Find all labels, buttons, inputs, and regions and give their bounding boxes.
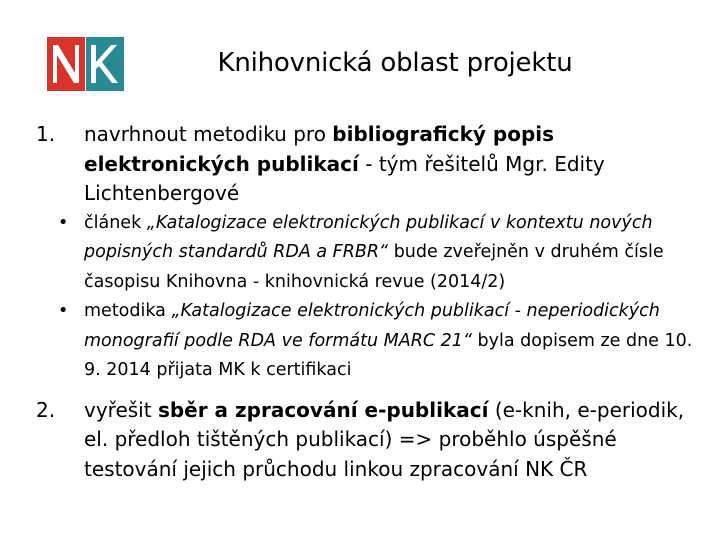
nk-logo — [47, 37, 124, 91]
content — [36, 120, 706, 484]
sub-item-1 — [36, 209, 706, 298]
item-text: (e-knih, e-periodik, el. předloh tištěných publikací) => proběhlo úspěšné testování jejich průchodu linkou zpracování NK ČR — [84, 397, 685, 481]
bullet-icon: • — [58, 301, 69, 321]
page-title: Knihovnická oblast projektu — [217, 48, 573, 78]
sub-item-text: byla dopisem ze dne 10. 9. 2014 přijata MK k certifikaci — [84, 330, 693, 380]
item-text: navrhnout metodiku pro — [84, 122, 333, 146]
sub-item-italic: „Katalogizace elektronických publikací v kontextu nových popisných standardů RDA a FRBR“ — [84, 212, 653, 262]
list-item-1 — [36, 120, 706, 209]
sub-item-text: článek — [84, 212, 147, 233]
sub-item-text: metodika — [84, 301, 172, 321]
list-item-2 — [36, 396, 706, 485]
list-number: 1. — [36, 122, 56, 146]
sub-item-2 — [36, 297, 706, 386]
item-bold-text: bibliografický popis elektronických publikací — [84, 122, 555, 176]
bullet-icon: • — [58, 212, 69, 233]
item-text: vyřešit — [84, 397, 158, 422]
item-bold-text: sběr a zpracování e-publikací — [157, 397, 489, 422]
list-number: 2. — [36, 397, 56, 422]
sub-item-text: bude zveřejněn v druhém čísle časopisu Knihovna - knihovnická revue (2014/2) — [84, 242, 664, 292]
sub-item-italic: „Katalogizace elektronických publikací - neperiodických monografií podle RDA ve formátu MARC 21“ — [84, 301, 660, 351]
item-text: - tým řešitelů Mgr. Edity Lichtenbergové — [84, 151, 605, 205]
